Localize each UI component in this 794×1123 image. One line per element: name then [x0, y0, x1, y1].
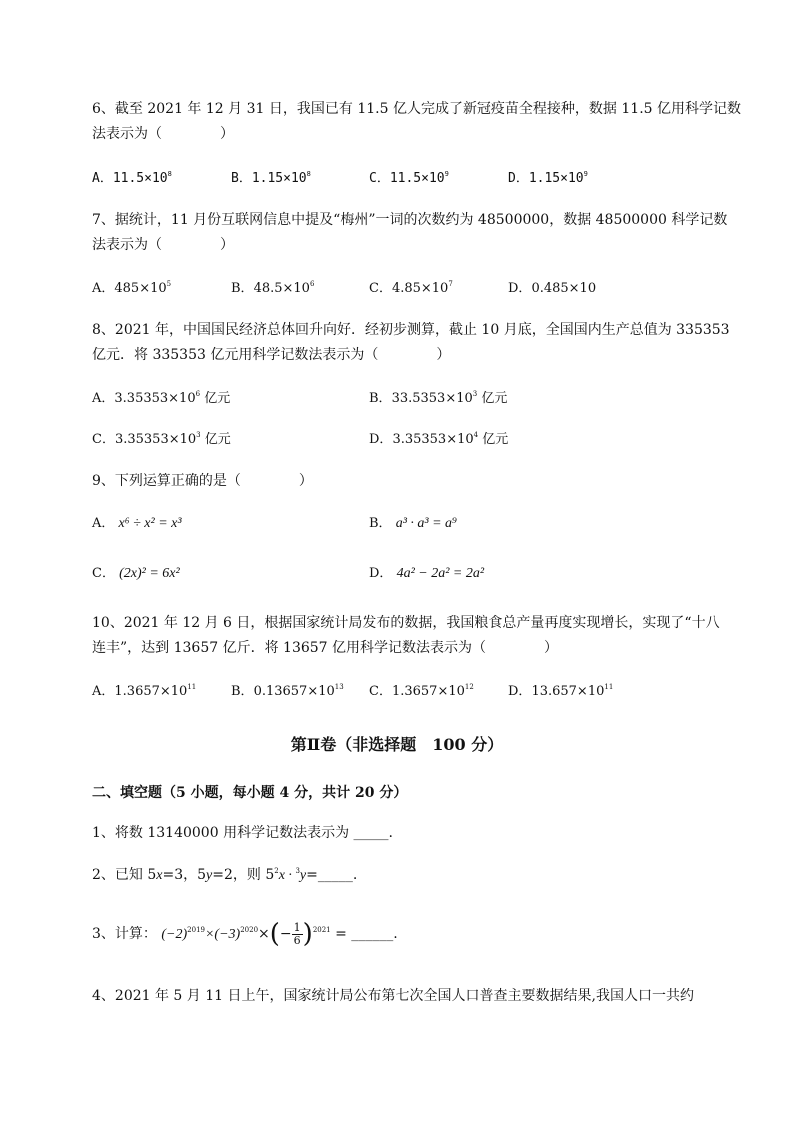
q10-option-a[interactable]: A．$1.3657\times 10^{11}$: [92, 683, 197, 699]
fill-in-subheading: 二、填空题（5 小题，每小题 4 分，共计 20 分）: [92, 785, 408, 801]
q7-option-c[interactable]: C．$4.85\times 10^7$: [369, 280, 453, 296]
q9-stem: 9、下列运算正确的是（ ）: [92, 473, 313, 489]
q9-option-b[interactable]: B． a³ · a³ = a⁹: [369, 516, 457, 531]
q8-option-b[interactable]: B．$33.5353\times 10^3$ 亿元: [369, 390, 508, 406]
q7-option-b[interactable]: B．$48.5\times 10^6$: [231, 280, 315, 296]
q10-option-b[interactable]: B．$0.13657\times 10^{13}$: [231, 683, 344, 699]
fill-q4: 4、2021 年 5 月 11 日上午，国家统计局公布第七次全国人口普查主要数据结果,我国人口一共约: [92, 988, 694, 1004]
fill-q1: 1、将数 13140000 用科学记数法表示为 _____.: [92, 825, 393, 841]
q6-stem-line1: 6、截至 2021 年 12 月 31 日，我国已有 11.5 亿人完成了新冠疫苗全程接种，数据 11.5 亿用科学记数: [92, 101, 742, 117]
q8-option-d[interactable]: D．$3.35353\times 10^4$ 亿元: [369, 431, 509, 447]
q7-stem-line1: 7、据统计，11 月份互联网信息中提及“梅州”一词的次数约为 48500000，数据 48500000 科学记数: [92, 212, 728, 228]
q6-option-c[interactable]: C．$11.5\times 10^9$: [369, 170, 449, 186]
q6-option-b[interactable]: B．$1.15\times 10^8$: [231, 170, 311, 186]
fill-q3: 3、计算： $(-2)^{2019}\times(-3)^{2020}\times(-$ $\frac{1}{6}$ )$^{2021}$ = ______.: [92, 919, 398, 949]
q6-stem-line2: 法表示为（ ）: [92, 126, 234, 142]
q8-option-a[interactable]: A．$3.35353\times 10^6$ 亿元: [92, 390, 231, 406]
q7-option-a[interactable]: A．$485\times 10^5$: [92, 280, 172, 296]
fill-q2: 2、已知 5x=3，5y=2，则 $5^2x$ · $^3$y=_____.: [92, 867, 358, 883]
section-2-heading: 第Ⅱ卷（非选择题 100 分）: [290, 735, 504, 754]
q9-option-c[interactable]: C． (2x)² = 6x²: [92, 566, 180, 581]
q10-stem-line1: 10、2021 年 12 月 6 日，根据国家统计局发布的数据，我国粮食总产量再度实现增长，实现了“十八: [92, 615, 720, 631]
q7-stem-line2: 法表示为（ ）: [92, 237, 234, 253]
q7-option-d[interactable]: D．0.485×10: [508, 281, 597, 296]
q8-stem-line1: 8、2021 年，中国国民经济总体回升向好．经初步测算，截止 10 月底，全国国内生产总值为 335353: [92, 322, 730, 338]
q6-option-d[interactable]: D．$1.15\times 10^9$: [508, 170, 588, 186]
q8-option-c[interactable]: C．$3.35353\times 10^3$ 亿元: [92, 431, 231, 447]
q6-option-a[interactable]: A．$11.5\times 10^8$: [92, 170, 172, 186]
q10-option-d[interactable]: D．$13.657\times 10^{11}$: [508, 683, 614, 699]
q9-option-a[interactable]: A． x⁶ ÷ x² = x³: [92, 516, 182, 531]
q10-stem-line2: 连丰”，达到 13657 亿斤．将 13657 亿用科学记数法表示为（ ）: [92, 640, 559, 656]
fraction-one-sixth: $\frac{1}{6}$: [293, 920, 301, 947]
q8-stem-line2: 亿元．将 335353 亿元用科学记数法表示为（ ）: [92, 347, 451, 363]
q9-option-d[interactable]: D． 4a² − 2a² = 2a²: [369, 566, 485, 581]
q10-option-c[interactable]: C．$1.3657\times 10^{12}$: [369, 683, 474, 699]
